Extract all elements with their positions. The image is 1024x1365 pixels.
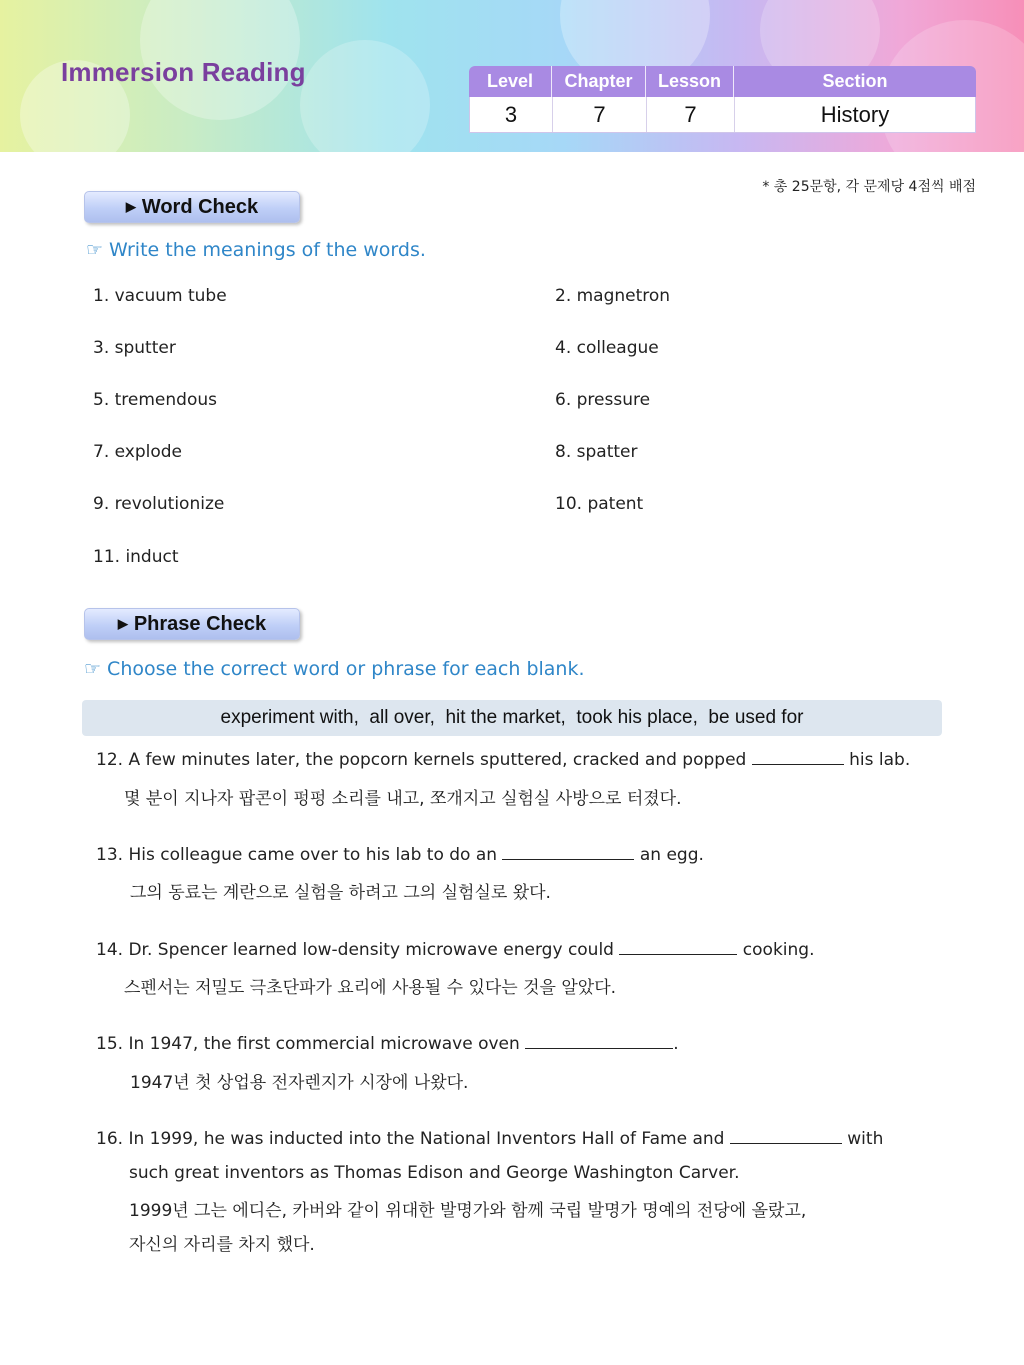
decorative-bubble: [300, 40, 430, 152]
word-check-instruction-text: Write the meanings of the words.: [109, 239, 426, 261]
word-check-instruction: [86, 239, 426, 261]
question-text: In 1999, he was inducted into the National Inventors Hall of Fame and: [128, 1129, 725, 1149]
word-check-button[interactable]: [84, 191, 300, 223]
word-item: 2. magnetron: [555, 286, 671, 306]
question-13-korean: 그의 동료는 계란으로 실험을 하려고 그의 실험실로 왔다.: [130, 883, 551, 903]
word-item: 6. pressure: [555, 390, 651, 410]
question-12-korean: 몇 분이 지나자 팝콘이 펑펑 소리를 내고, 쪼개지고 실험실 사방으로 터졌다.: [124, 789, 682, 809]
word-item: 11. induct: [93, 547, 179, 567]
question-15-korean: 1947년 첫 상업용 전자렌지가 시장에 나왔다.: [130, 1073, 469, 1093]
question-number: 13.: [96, 845, 124, 865]
question-text: his lab.: [849, 750, 911, 770]
question-text: cooking.: [742, 940, 815, 960]
question-number: 14.: [96, 940, 124, 960]
phrase-check-label: Phrase Check: [133, 612, 267, 635]
pointing-hand-icon: ☞: [84, 658, 102, 680]
answer-blank[interactable]: [502, 846, 634, 860]
lesson-info-header-row: [469, 66, 976, 97]
question-16-english-line2: such great inventors as Thomas Edison and George Washington Carver.: [129, 1163, 740, 1183]
section-value: History: [734, 97, 975, 132]
phrase-check-instruction-text: Choose the correct word or phrase for each blank.: [107, 658, 585, 680]
level-header: Level: [486, 71, 534, 91]
question-14-english: [96, 940, 814, 960]
phrase-bank: experiment with, all over, hit the market, took his place, be used for: [82, 700, 942, 736]
question-text: with: [847, 1129, 884, 1149]
answer-blank[interactable]: [619, 941, 737, 955]
answer-blank[interactable]: [752, 751, 844, 765]
word-item: 5. tremendous: [93, 390, 217, 410]
question-text: .: [673, 1034, 679, 1054]
question-text: In 1947, the first commercial microwave oven: [128, 1034, 520, 1054]
word-item: 3. sputter: [93, 338, 176, 358]
question-number: 12.: [96, 750, 124, 770]
phrase-check-button[interactable]: [84, 608, 300, 640]
question-13-english: [96, 845, 704, 865]
question-16-english: [96, 1129, 883, 1149]
word-item: 9. revolutionize: [93, 494, 225, 514]
phrase-check-instruction: [84, 658, 585, 680]
word-check-label: Word Check: [141, 195, 259, 218]
lesson-info-table: [469, 66, 976, 133]
question-14-korean: 스펜서는 저밀도 극초단파가 요리에 사용될 수 있다는 것을 알았다.: [124, 978, 617, 998]
question-16-korean: 1999년 그는 에디슨, 카버와 같이 위대한 발명가와 함께 국립 발명가 명예의 전당에 올랐고,: [129, 1201, 807, 1221]
question-12-english: [96, 750, 910, 770]
lesson-info-value-row: [469, 97, 976, 133]
answer-blank[interactable]: [525, 1035, 673, 1049]
header-banner: [0, 0, 1024, 152]
chapter-header: Chapter: [551, 66, 645, 97]
question-16-korean-line2: 자신의 자리를 차지 했다.: [129, 1235, 315, 1255]
brand-title: Immersion Reading: [61, 57, 306, 87]
word-item: 1. vacuum tube: [93, 286, 227, 306]
chapter-value: 7: [552, 97, 646, 132]
score-note: * 총 25문항, 각 문제당 4점씩 배점: [762, 179, 976, 195]
word-item: 4. colleague: [555, 338, 659, 358]
section-header: Section: [733, 66, 976, 97]
play-triangle-icon: ▶: [125, 199, 136, 214]
question-text: an egg.: [639, 845, 704, 865]
word-item: 7. explode: [93, 442, 183, 462]
lesson-header: Lesson: [645, 66, 733, 97]
question-number: 15.: [96, 1034, 124, 1054]
answer-blank[interactable]: [730, 1130, 842, 1144]
question-text: His colleague came over to his lab to do an: [128, 845, 498, 865]
word-item: 8. spatter: [555, 442, 638, 462]
question-text: Dr. Spencer learned low-density microwave energy could: [128, 940, 614, 960]
question-text: A few minutes later, the popcorn kernels sputtered, cracked and popped: [128, 750, 747, 770]
lesson-value: 7: [646, 97, 734, 132]
level-value: 3: [504, 101, 518, 127]
question-15-english: [96, 1034, 679, 1054]
question-number: 16.: [96, 1129, 124, 1149]
play-triangle-icon: ▶: [117, 616, 128, 631]
word-item: 10. patent: [555, 494, 644, 514]
pointing-hand-icon: ☞: [86, 239, 104, 261]
